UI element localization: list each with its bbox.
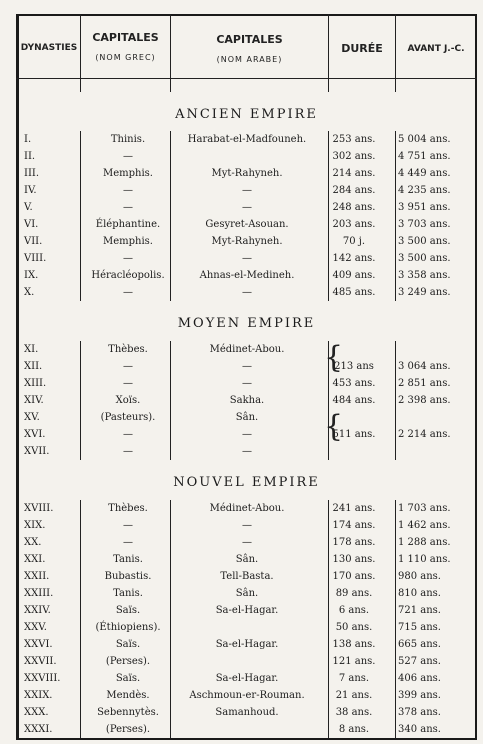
capitale-grec-cell: Sebennytès.: [97, 707, 159, 718]
capitale-arabe-cell: —: [242, 253, 252, 264]
table-row: [16, 500, 477, 517]
capitale-arabe-cell: Aschmoun-er-Rouman.: [189, 690, 305, 701]
header-duree: DURÉE: [341, 42, 383, 55]
capitale-grec-cell: —: [123, 287, 133, 298]
capitale-grec-cell: —: [123, 151, 133, 162]
capitale-grec-cell: Thèbes.: [108, 503, 148, 514]
dynasty-cell: VII.: [24, 236, 43, 247]
capitale-arabe-cell: —: [242, 378, 252, 389]
avant-jc-cell: 5 004 ans.: [398, 134, 451, 145]
capitale-arabe-cell: Sa-el-Hagar.: [215, 605, 279, 616]
dynasty-cell: XXIX.: [24, 690, 53, 701]
capitale-arabe-cell: —: [242, 185, 252, 196]
capitale-grec-cell: Memphis.: [103, 168, 153, 179]
capitale-grec-cell: (Pasteurs).: [100, 412, 156, 423]
dynasty-cell: XXIV.: [24, 605, 51, 616]
duree-cell: 248 ans.: [332, 202, 376, 213]
capitale-grec-cell: Mendès.: [106, 690, 150, 701]
capitale-grec-cell: —: [123, 537, 133, 548]
table-row: [16, 216, 477, 233]
capitale-grec-cell: —: [123, 253, 133, 264]
capitale-grec-cell: Thèbes.: [108, 344, 148, 355]
duree-cell: 484 ans.: [332, 395, 376, 406]
capitale-grec-cell: Thinis.: [110, 134, 146, 145]
capitale-arabe-cell: Tell-Basta.: [220, 571, 274, 582]
table-row: [16, 704, 477, 721]
capitale-grec-cell: —: [123, 429, 133, 440]
avant-jc-cell: 4 235 ans.: [398, 185, 451, 196]
avant-jc-cell: 810 ans.: [398, 588, 441, 599]
header-nom-arabe: (NOM ARABE): [216, 55, 283, 64]
duree-cell: 21 ans.: [335, 690, 373, 701]
table-row: [16, 443, 477, 460]
capitale-arabe-cell: —: [242, 361, 252, 372]
dynasty-cell: XXIII.: [24, 588, 54, 599]
duree-cell: 453 ans.: [332, 378, 376, 389]
table-row: [16, 534, 477, 551]
capitale-grec-cell: (Perses).: [105, 656, 151, 667]
table-row: [16, 182, 477, 199]
duree-cell: 409 ans.: [332, 270, 376, 281]
capitale-grec-cell: Saïs.: [115, 605, 141, 616]
capitale-grec-cell: Héracléopolis.: [91, 270, 165, 281]
dynasty-cell: VIII.: [24, 253, 47, 264]
capitale-arabe-cell: Sân.: [235, 554, 259, 565]
duree-cell: 253 ans.: [332, 134, 376, 145]
duree-cell: 130 ans.: [332, 554, 376, 565]
table-row: [16, 341, 477, 358]
table-row: [16, 636, 477, 653]
dynasty-cell: XIII.: [24, 378, 47, 389]
duree-cell: 241 ans.: [332, 503, 376, 514]
duree-cell: 89 ans.: [335, 588, 373, 599]
avant-jc-cell: 2 214 ans.: [398, 429, 451, 440]
avant-jc-cell: 3 703 ans.: [398, 219, 451, 230]
capitale-grec-cell: Bubastis.: [104, 571, 152, 582]
duree-cell: 174 ans.: [332, 520, 376, 531]
capitale-grec-cell: Tanis.: [113, 588, 143, 599]
dynasty-cell: XXII.: [24, 571, 50, 582]
duree-cell: 203 ans.: [332, 219, 376, 230]
duree-cell: 70 j.: [342, 236, 366, 247]
avant-jc-cell: 399 ans.: [398, 690, 441, 701]
table-row: [16, 250, 477, 267]
header-nom-grec: (NOM GREC): [95, 53, 156, 62]
table-row: [16, 585, 477, 602]
dynasty-cell: XI.: [24, 344, 39, 355]
avant-jc-cell: 1 462 ans.: [398, 520, 451, 531]
table-row: [16, 375, 477, 392]
section-title: NOUVEL EMPIRE: [173, 475, 320, 490]
header-rule: [16, 78, 477, 79]
avant-jc-cell: 4 751 ans.: [398, 151, 451, 162]
avant-jc-cell: 721 ans.: [398, 605, 441, 616]
capitale-grec-cell: —: [123, 520, 133, 531]
capitale-grec-cell: —: [123, 361, 133, 372]
table-row: [16, 670, 477, 687]
header-capitales-grec: [81, 28, 170, 68]
capitale-grec-cell: Memphis.: [103, 236, 153, 247]
dynasty-cell: XIV.: [24, 395, 44, 406]
section-title: MOYEN EMPIRE: [177, 316, 316, 331]
capitale-grec-cell: (Éthiopiens).: [95, 622, 161, 633]
capitale-arabe-cell: —: [242, 202, 252, 213]
avant-jc-cell: 715 ans.: [398, 622, 441, 633]
table-row: [16, 619, 477, 636]
avant-jc-cell: 3 358 ans.: [398, 270, 451, 281]
table-row: [16, 568, 477, 585]
capitale-arabe-cell: —: [242, 287, 252, 298]
duree-cell: 170 ans.: [332, 571, 376, 582]
capitale-grec-cell: Saïs.: [115, 673, 141, 684]
capitale-arabe-cell: Ahnas-el-Medineh.: [199, 270, 295, 281]
table-row: [16, 721, 477, 738]
capitale-arabe-cell: —: [242, 537, 252, 548]
avant-jc-cell: 4 449 ans.: [398, 168, 451, 179]
table-row: [16, 131, 477, 148]
duree-cell: 302 ans.: [332, 151, 376, 162]
capitale-grec-cell: —: [123, 185, 133, 196]
table-row: [16, 653, 477, 670]
table-row: [16, 199, 477, 216]
capitale-arabe-cell: Myt-Rahyneh.: [211, 236, 283, 247]
avant-jc-cell: 980 ans.: [398, 571, 441, 582]
capitale-arabe-cell: Médinet-Abou.: [209, 344, 285, 355]
table-row: [16, 426, 477, 443]
avant-jc-cell: 406 ans.: [398, 673, 441, 684]
table-row: [16, 687, 477, 704]
avant-jc-cell: 2 398 ans.: [398, 395, 451, 406]
capitale-arabe-cell: Sa-el-Hagar.: [215, 673, 279, 684]
avant-jc-cell: 3 249 ans.: [398, 287, 451, 298]
header-avant: AVANT J.-C.: [407, 44, 465, 54]
dynasty-cell: XXVII.: [24, 656, 57, 667]
capitale-arabe-cell: Myt-Rahyneh.: [211, 168, 283, 179]
dynasty-cell: XXVIII.: [24, 673, 61, 684]
dynasty-cell: XIX.: [24, 520, 46, 531]
avant-jc-cell: 665 ans.: [398, 639, 441, 650]
dynasty-cell: XXX.: [24, 707, 49, 718]
capitale-grec-cell: —: [123, 378, 133, 389]
capitale-arabe-cell: —: [242, 429, 252, 440]
avant-jc-cell: 3 500 ans.: [398, 253, 451, 264]
brace-xi-xiii: {: [324, 340, 344, 375]
table-row: [16, 165, 477, 182]
dynasty-cell: IV.: [24, 185, 37, 196]
dynasty-cell: XX.: [24, 537, 42, 548]
table-row: [16, 392, 477, 409]
dynasty-cell: V.: [24, 202, 33, 213]
avant-jc-cell: 3 064 ans.: [398, 361, 451, 372]
dynasty-cell: I.: [24, 134, 32, 145]
table-row: [16, 409, 477, 426]
avant-jc-cell: 378 ans.: [398, 707, 441, 718]
avant-jc-cell: 2 851 ans.: [398, 378, 451, 389]
capitale-arabe-cell: Harabat-el-Madfouneh.: [187, 134, 307, 145]
capitale-arabe-cell: Médinet-Abou.: [209, 503, 285, 514]
table-row: [16, 284, 477, 301]
brace-xv-xvii: {: [324, 409, 344, 444]
duree-cell: 178 ans.: [332, 537, 376, 548]
dynasty-cell: XXV.: [24, 622, 47, 633]
capitale-arabe-cell: Sân.: [235, 412, 259, 423]
duree-cell: 38 ans.: [335, 707, 373, 718]
dynasty-cell: XXI.: [24, 554, 46, 565]
capitale-grec-cell: Xoïs.: [115, 395, 141, 406]
avant-jc-cell: 340 ans.: [398, 724, 441, 735]
dynasty-cell: XVII.: [24, 446, 50, 457]
capitale-arabe-cell: Sakha.: [229, 395, 265, 406]
dynasty-cell: II.: [24, 151, 36, 162]
header-capitales-arabe-label: CAPITALES: [216, 33, 283, 46]
duree-cell: 7 ans.: [338, 673, 370, 684]
duree-cell: 8 ans.: [338, 724, 370, 735]
capitale-arabe-cell: Sa-el-Hagar.: [215, 639, 279, 650]
avant-jc-cell: 3 500 ans.: [398, 236, 451, 247]
capitale-grec-cell: Éléphantine.: [95, 219, 161, 230]
dynasty-cell: III.: [24, 168, 40, 179]
duree-cell: 213 ans: [334, 361, 374, 372]
duree-cell: 284 ans.: [332, 185, 376, 196]
capitale-arabe-cell: Samanhoud.: [215, 707, 279, 718]
capitale-grec-cell: Saïs.: [115, 639, 141, 650]
dynasty-cell: XV.: [24, 412, 40, 423]
header-capitales-arabe: [171, 30, 328, 70]
capitale-arabe-cell: Sân.: [235, 588, 259, 599]
capitale-grec-cell: (Perses).: [105, 724, 151, 735]
dynasty-cell: XVI.: [24, 429, 46, 440]
avant-jc-cell: 1 288 ans.: [398, 537, 451, 548]
table-row: [16, 602, 477, 619]
avant-jc-cell: 3 951 ans.: [398, 202, 451, 213]
table-row: [16, 551, 477, 568]
table-row: [16, 148, 477, 165]
table-row: [16, 267, 477, 284]
duree-cell: 50 ans.: [335, 622, 373, 633]
dynasty-cell: XII.: [24, 361, 43, 372]
duree-cell: 485 ans.: [332, 287, 376, 298]
table-row: [16, 233, 477, 250]
capitale-arabe-cell: Gesyret-Asouan.: [205, 219, 289, 230]
duree-cell: 121 ans.: [332, 656, 376, 667]
duree-cell: 138 ans.: [332, 639, 376, 650]
section-title: ANCIEN EMPIRE: [175, 107, 318, 122]
avant-jc-cell: 527 ans.: [398, 656, 441, 667]
avant-jc-cell: 1 110 ans.: [398, 554, 451, 565]
table-row: [16, 517, 477, 534]
capitale-arabe-cell: —: [242, 446, 252, 457]
dynasty-cell: VI.: [24, 219, 39, 230]
dynasty-cell: XXXI.: [24, 724, 53, 735]
duree-cell: 6 ans.: [338, 605, 370, 616]
avant-jc-cell: 1 703 ans.: [398, 503, 451, 514]
header-dynasties: DYNASTIES: [20, 43, 78, 53]
dynasty-cell: X.: [24, 287, 35, 298]
capitale-grec-cell: —: [123, 202, 133, 213]
dynasty-cell: IX.: [24, 270, 39, 281]
capitale-grec-cell: —: [123, 446, 133, 457]
dynasty-cell: XVIII.: [24, 503, 54, 514]
duree-cell: 214 ans.: [332, 168, 376, 179]
capitale-grec-cell: Tanis.: [113, 554, 143, 565]
dynasty-cell: XXVI.: [24, 639, 53, 650]
duree-cell: 511 ans.: [332, 429, 376, 440]
duree-cell: 142 ans.: [332, 253, 376, 264]
capitale-arabe-cell: —: [242, 520, 252, 531]
table-row: [16, 358, 477, 375]
header-capitales-grec-label: CAPITALES: [92, 31, 159, 44]
